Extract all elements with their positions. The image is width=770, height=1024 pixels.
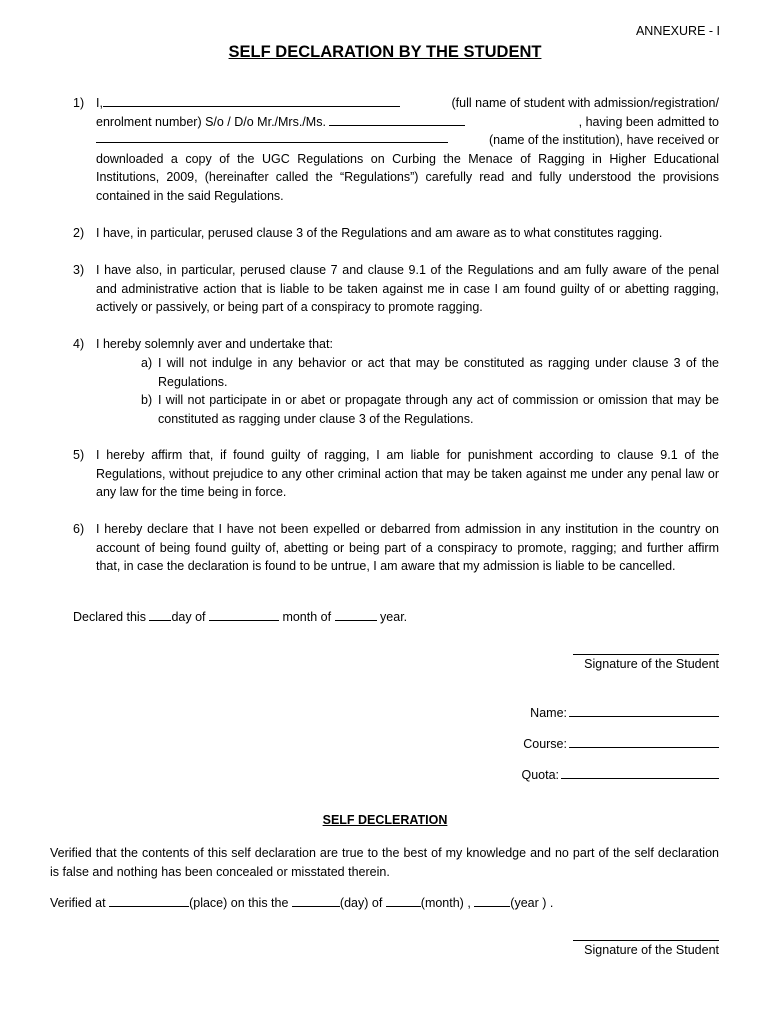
annexure-label: ANNEXURE - I bbox=[635, 24, 720, 38]
verified-line: Verified at (place) on this the (day) of (month) , (year ) . bbox=[50, 896, 554, 910]
item-number: 1) bbox=[73, 96, 85, 110]
signature-line[interactable] bbox=[573, 654, 719, 655]
section-heading: SELF DECLERATION bbox=[322, 813, 448, 827]
declaration-item-6: I hereby declare that I have not been expelled or debarred from admission in any institution in the country on account of being found guilty of, abetting or being part of a conspiracy to promote, ragging; and further affirm that, in case the declaration is found to be untrue, I am aware that my admission is liable to be cancelled. bbox=[96, 522, 719, 573]
item-1-line3-suffix: (name of the institution), have received or bbox=[489, 133, 719, 147]
course-label: Course: bbox=[523, 737, 567, 751]
item-1-rest: downloaded a copy of the UGC Regulations on Curbing the Menace of Ragging in Higher Educational Institutions, 2009, (hereinafter called the “Regulations”) carefully read and fully understood the provisions contained in the said Regulations. bbox=[96, 151, 719, 203]
sub-item-a: I will not indulge in any behavior or act that may be constituted as ragging under clause 3 of the Regulations. bbox=[158, 356, 719, 389]
declaration-item-5: I hereby affirm that, if found guilty of ragging, I am liable for punishment according to clause 9.1 of the Regulations, without prejudice to any other criminal action that may be taken against me under any penal law or any law for the time being in force. bbox=[96, 448, 719, 499]
signature-label: Signature of the Student bbox=[584, 657, 719, 671]
sub-item-b: I will not participate in or abet or propagate through any act of commission or omission that may be constituted as ragging under clause 3 of the Regulations. bbox=[158, 393, 719, 426]
item-number: 5) bbox=[73, 448, 85, 462]
course-blank[interactable] bbox=[569, 736, 719, 748]
name-blank[interactable] bbox=[569, 705, 719, 717]
item-1-line2-prefix: enrolment number) S/o / D/o Mr./Mrs./Ms. bbox=[96, 114, 326, 129]
declared-year-blank[interactable] bbox=[335, 609, 377, 621]
declared-day-blank[interactable] bbox=[149, 609, 171, 621]
quota-field bbox=[521, 767, 719, 782]
signature-line[interactable] bbox=[573, 940, 719, 941]
name-label: Name: bbox=[530, 706, 567, 720]
item-1-prefix: I, bbox=[96, 96, 103, 110]
item-1-line-1 bbox=[96, 94, 719, 113]
quota-label: Quota: bbox=[521, 768, 559, 782]
verified-month-blank[interactable] bbox=[386, 895, 421, 907]
verified-year-blank[interactable] bbox=[474, 895, 510, 907]
verified-place-blank[interactable] bbox=[109, 895, 189, 907]
institution-name-blank[interactable] bbox=[96, 131, 448, 143]
item-1-line2-suffix: , having been admitted to bbox=[578, 114, 719, 129]
verification-text: Verified that the contents of this self declaration are true to the best of my knowledge and no part of the self declaration is false and nothing has been concealed or misstated therein. bbox=[50, 846, 719, 879]
declaration-item-3: I have also, in particular, perused clause 7 and clause 9.1 of the Regulations and am fully aware of the penal and administrative action that is liable to be taken against me in case I am found guilty of or abetting ragging, actively or passively, or being part of a conspiracy to promote ragging. bbox=[96, 263, 719, 314]
name-field bbox=[530, 705, 719, 720]
signature-label: Signature of the Student bbox=[584, 943, 719, 957]
parent-name-blank[interactable] bbox=[329, 114, 465, 126]
item-number: 2) bbox=[73, 226, 85, 240]
declared-month-blank[interactable] bbox=[209, 609, 279, 621]
quota-blank[interactable] bbox=[561, 767, 719, 779]
item-1-line-3 bbox=[96, 131, 719, 150]
item-1-line1-suffix: (full name of student with admission/registration/ bbox=[451, 96, 719, 110]
declared-line: Declared this day of month of year. bbox=[73, 610, 408, 624]
declaration-item-1 bbox=[96, 94, 719, 205]
page-title: SELF DECLARATION BY THE STUDENT bbox=[228, 43, 542, 61]
sub-item-letter: b) bbox=[141, 393, 153, 407]
student-name-blank[interactable] bbox=[103, 95, 400, 107]
sub-item-letter: a) bbox=[141, 356, 153, 370]
item-number: 6) bbox=[73, 522, 85, 536]
item-number: 4) bbox=[73, 337, 85, 351]
item-number: 3) bbox=[73, 263, 85, 277]
item-1-line-2 bbox=[96, 113, 719, 132]
course-field bbox=[523, 736, 719, 751]
declaration-item-4: I hereby solemnly aver and undertake that: bbox=[96, 337, 333, 351]
declaration-item-2: I have, in particular, perused clause 3 of the Regulations and am aware as to what constitutes ragging. bbox=[96, 226, 663, 240]
verified-day-blank[interactable] bbox=[292, 895, 340, 907]
